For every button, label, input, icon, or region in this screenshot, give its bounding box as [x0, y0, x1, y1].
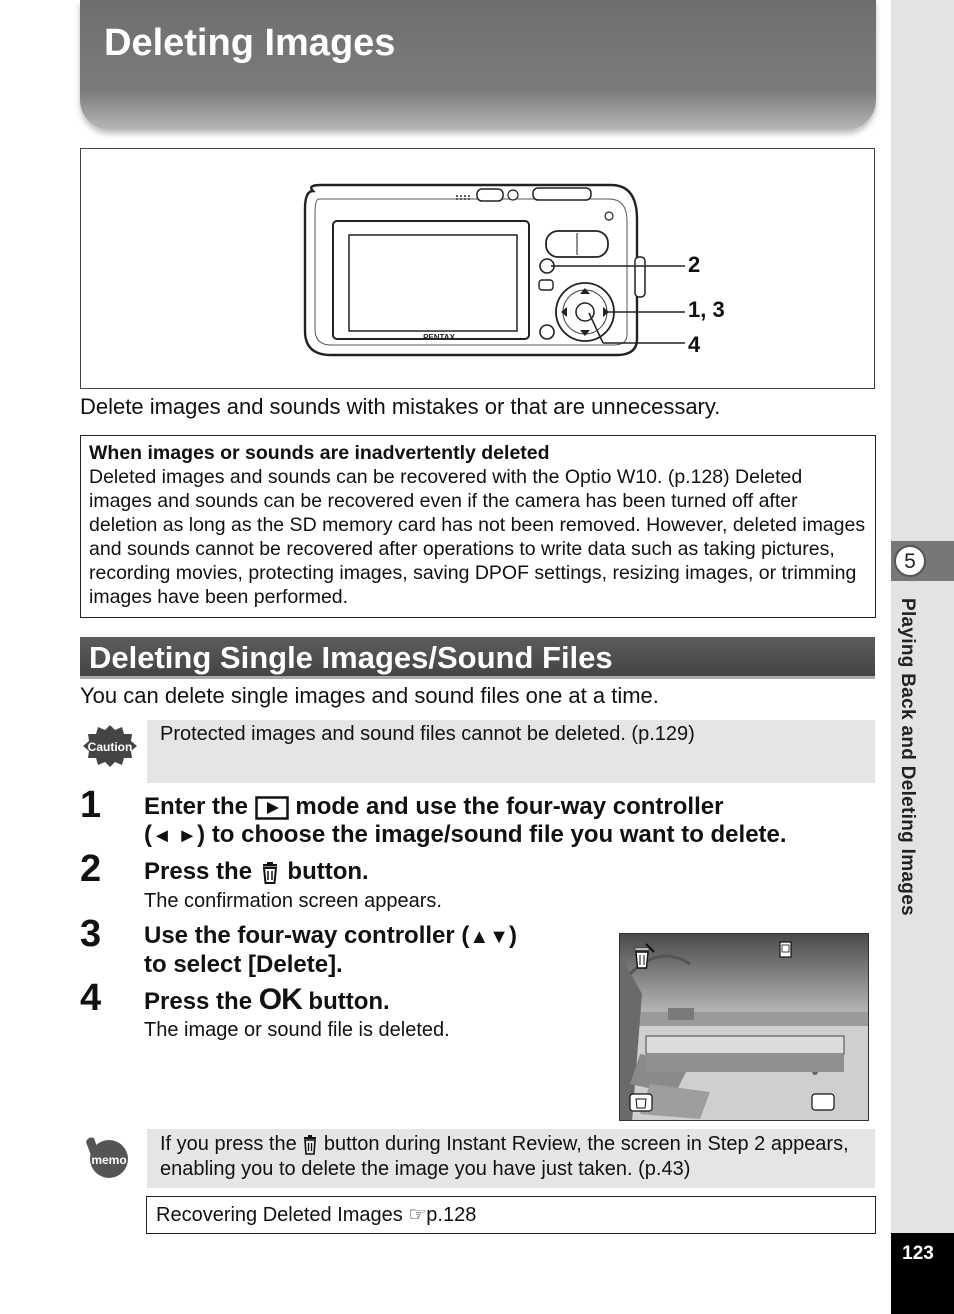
- section-title: Deleting Single Images/Sound Files: [89, 640, 613, 675]
- notice-heading: When images or sounds are inadvertently deleted: [89, 442, 550, 464]
- recovery-notice: [80, 435, 876, 618]
- lcd-confirmation-screen: [619, 933, 869, 1121]
- step-2-number: 2: [80, 848, 102, 890]
- lcd-ok-icon: [812, 1094, 834, 1110]
- callout-step-1-3: 1, 3: [688, 297, 725, 322]
- step-4-description: The image or sound file is deleted.: [144, 1019, 450, 1041]
- step-1-title: Enter the mode and use the four-way controller (◄ ►) to choose the image/sound file you want to delete.: [144, 793, 787, 848]
- reference-link[interactable]: [146, 1196, 876, 1234]
- callout-step-4: 4: [688, 332, 701, 357]
- camera-back-illustration: [81, 149, 876, 390]
- section-intro: You can delete single images and sound files one at a time.: [80, 683, 659, 708]
- menu-option-cancel: [646, 1054, 844, 1072]
- intro-text: Delete images and sounds with mistakes or that are unnecessary.: [80, 394, 721, 419]
- step-1-number: 1: [80, 784, 102, 826]
- step-2-title: Press the button.: [144, 858, 369, 885]
- beach-photo-screen: [620, 934, 869, 1121]
- step-3-number: 3: [80, 913, 102, 955]
- trash-icon: [302, 1135, 318, 1155]
- left-right-arrows: ◄ ►: [152, 825, 198, 847]
- title-banner: [80, 0, 876, 130]
- ok-button-glyph: OK: [258, 983, 302, 1016]
- chapter-number: 5: [894, 545, 926, 577]
- pointing-hand-icon: ☞: [408, 1204, 427, 1226]
- page-number: 123: [902, 1243, 934, 1264]
- memo-icon: [82, 1134, 130, 1178]
- up-down-arrows: ▲▼: [469, 926, 509, 948]
- callout-step-2: 2: [688, 252, 701, 277]
- chapter-label: Playing Back and Deleting Images: [897, 598, 918, 916]
- step-3-title: Use the four-way controller (▲▼) to select [Delete].: [144, 922, 517, 978]
- caution-icon: [82, 724, 138, 768]
- caution-note: [147, 720, 875, 783]
- svg-text:memo: memo: [91, 1153, 127, 1167]
- playback-mode-icon: [255, 796, 289, 820]
- reference-text: Recovering Deleted Images: [156, 1204, 403, 1226]
- trash-icon: [259, 861, 281, 885]
- reference-page: p.128: [426, 1204, 477, 1226]
- section-heading-bar: [80, 637, 875, 679]
- brand-label: PENTAX: [423, 333, 455, 342]
- caution-text: Protected images and sound files cannot be deleted. (p.129): [160, 723, 695, 745]
- step-4-title: Press the OK button.: [144, 983, 390, 1016]
- memo-note: If you press the button during Instant Review, the screen in Step 2 appears, enabling you to delete the image you have just taken. (p.43): [147, 1129, 875, 1188]
- page-title: Deleting Images: [104, 22, 396, 64]
- step-4-number: 4: [80, 977, 102, 1019]
- camera-diagram: [80, 148, 875, 389]
- menu-option-delete: [646, 1036, 844, 1054]
- svg-text:Caution: Caution: [87, 740, 133, 754]
- step-2-description: The confirmation screen appears.: [144, 890, 442, 912]
- notice-body: Deleted images and sounds can be recovered with the Optio W10. (p.128) Deleted images and sounds can be recovered even if the camera has been turned off after deletion as long as the SD memory card has not been removed. However, deleted images and sounds cannot be recovered after operations to write data such as taking pictures, recording movies, protecting images, saving DPOF settings, resizing images, or trimming images have been performed.: [89, 466, 866, 608]
